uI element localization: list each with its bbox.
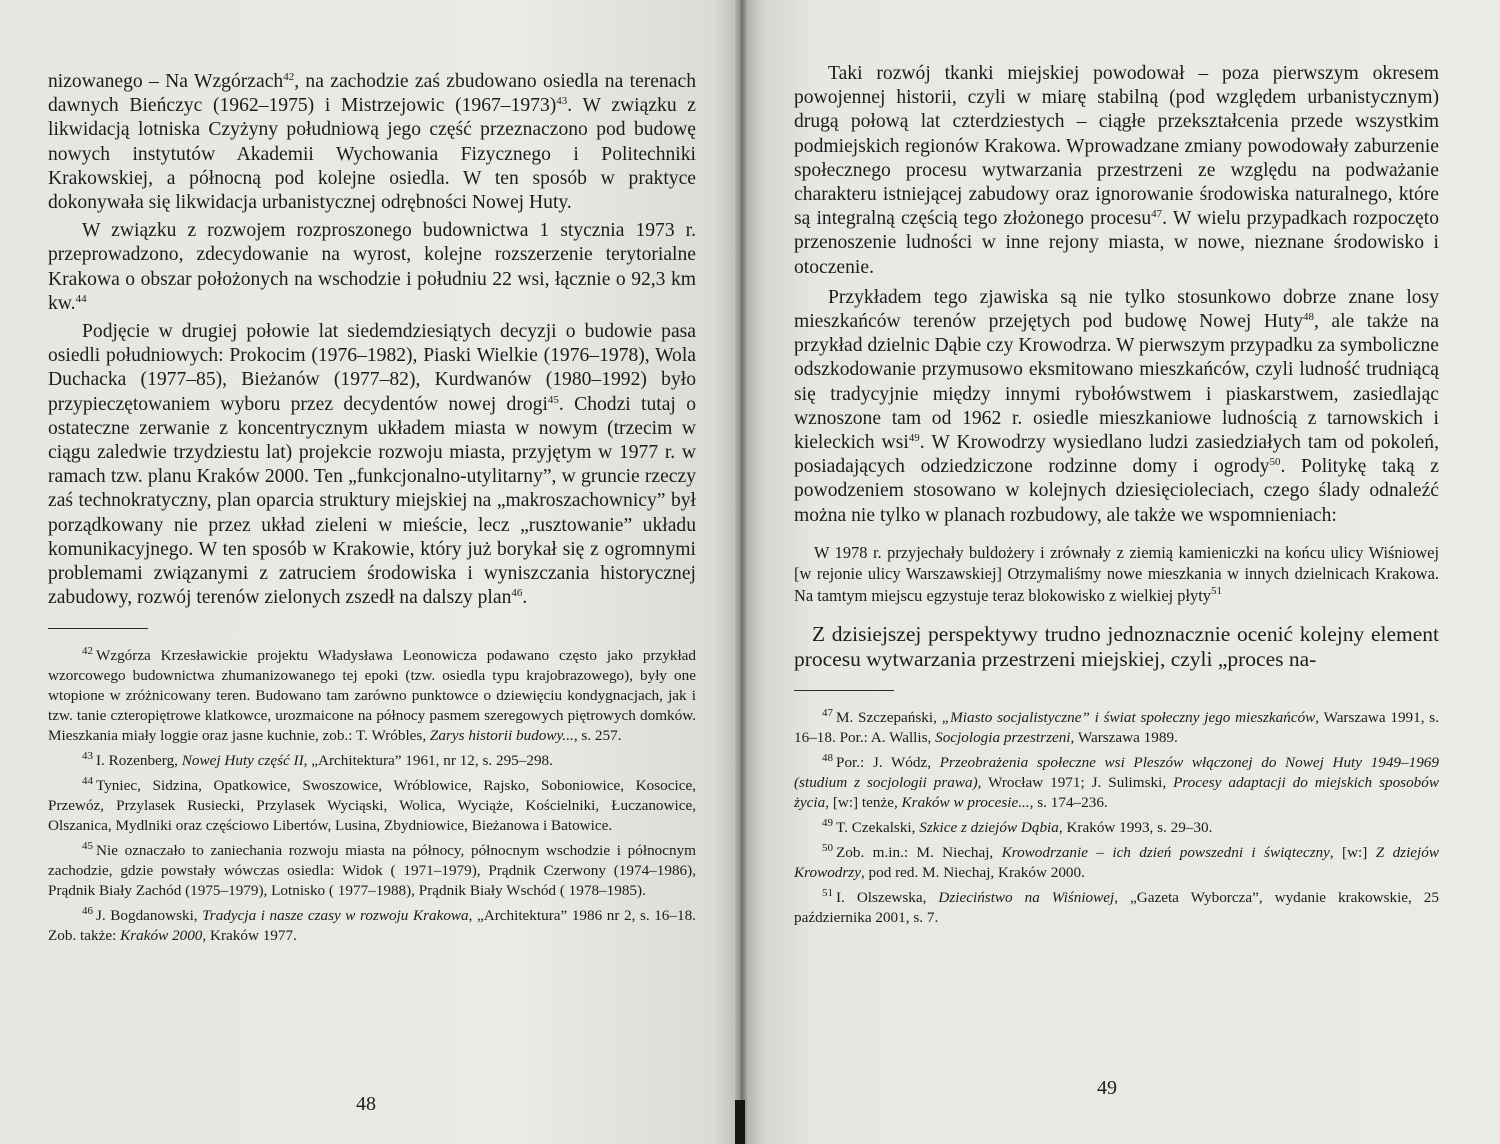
body-paragraph: Z dzisiejszej perspektywy trudno jednoznacznie ocenić kolejny element procesu wytwarzania przestrzeni miejskiej, czyli „proces na- <box>794 622 1439 672</box>
footnote-number: 50 <box>822 842 833 855</box>
page-number: 49 <box>1097 1077 1117 1099</box>
footnote-reference: 51 <box>1210 584 1222 597</box>
italic-title: Nowej Huty część II <box>181 752 304 770</box>
block-quote <box>794 542 1439 607</box>
body-paragraph: Taki rozwój tkanki miejskiej powodował – poza pierwszym okresem powojennej historii, czyli w miarę stabilną (pod względem urbanistycznym) drugą połową lat czterdziestych – ciągłe przekształcenia przede wszystkim podmiejskich regionów Krakowa. Wprowadzane zmiany powodowały zaburzenie społecznego procesu wytwarzania przestrzeni ze względu na podważanie charakteru istniejącej zabudowy oraz ignorowanie środowiska naturalnego, które są integralną częścią tego złożonego procesu$^{47}$. W wielu przypadkach rozpoczęto przenoszenie ludności w inne rejony miasta, w nowe, nieznane środowisko i otoczenie. <box>794 63 1439 278</box>
footnote-rule <box>794 690 894 691</box>
left-body <box>48 70 696 610</box>
book-gutter <box>735 0 747 1144</box>
italic-title: Z dziejów Krowodrzy <box>794 844 1439 882</box>
page-number: 48 <box>356 1093 376 1115</box>
body-paragraph: nizowanego – Na Wzgórzach$^{42}$, na zachodzie zaś zbudowano osiedla na terenach dawnych Bieńczyc (1962–1975) i Mistrzejowic (1967–1973)$^{43}$. W związku z likwidacją lotniska Czyżyny południową jego część przeznaczono pod budowę nowych instytutów Akademii Wychowania Fizycznego i Politechniki Krakowskiej, a północną pod kolejne osiedla. W ten sposób w praktyce dokonywała się likwidacja urbanistycznej odrębności Nowej Huty. <box>48 71 696 214</box>
footnote-number: 46 <box>82 905 93 918</box>
right-page <box>742 0 1500 1144</box>
footnote-number: 51 <box>822 887 833 900</box>
footnote-reference: 46 <box>511 587 523 600</box>
italic-title: „Miasto socjalistyczne” i świat społeczny jego mieszkańców <box>941 709 1316 727</box>
body-paragraph: W związku z rozwojem rozproszonego budownictwa 1 stycznia 1973 r. przeprowadzono, zdecydowanie na wyrost, kolejne rozszerzenie terytorialne Krakowa o obszar położonych na wschodzie i południu 22 wsi, łącznie o 92,3 km kw.$^{44}$ <box>48 220 696 314</box>
quote-text: W 1978 r. przyjechały buldożery i zrównały z ziemią kamieniczki na końcu ulicy Wiśniowej [w rejonie ulicy Warszawskiej] Otrzymaliśmy nowe mieszkania w innych dzielnicach Krakowa. Na tamtym miejscu egzystuje teraz blokowisko z wielkiej płyty$^{51}$ <box>794 542 1439 605</box>
italic-title: Tradycja i nasze czasy w rozwoju Krakowa <box>202 907 469 925</box>
footnote: $^{49}$ T. Czekalski, Szkice z dziejów Dąbia, Kraków 1993, s. 29–30. <box>822 817 1213 837</box>
footnote: $^{48}$ Por.: J. Wódz, Przeobrażenia społeczne wsi Pleszów włączonej do Nowej Huty 1949–1969 (studium z socjologii prawa), Wrocław 1971; J. Sulimski, Procesy adaptacji do miejskich sposobów życia, [w:] tenże, Kraków w procesie..., s. 174–236. <box>794 752 1439 812</box>
footnote-number: 49 <box>822 817 833 830</box>
italic-title: Szkice z dziejów Dąbia <box>919 819 1059 837</box>
gutter-shadow <box>735 1100 745 1144</box>
footnote-reference: 48 <box>1303 311 1315 324</box>
footnote-rule <box>48 628 148 629</box>
left-text-column <box>48 70 696 946</box>
footnote-reference: 47 <box>1151 208 1163 221</box>
footnote-number: 47 <box>822 707 833 720</box>
italic-title: Procesy adaptacji do miejskich sposobów życia <box>794 774 1439 812</box>
footnote: $^{46}$ J. Bogdanowski, Tradycja i nasze czasy w rozwoju Krakowa, „Architektura” 1986 nr 2, s. 16–18. Zob. także: Kraków 2000, Kraków 1977. <box>48 905 696 945</box>
footnote-number: 45 <box>82 840 93 853</box>
footnote-reference: 50 <box>1269 456 1281 469</box>
footnote-reference: 49 <box>908 432 920 445</box>
italic-title: Kraków w procesie... <box>901 794 1030 812</box>
left-footnotes <box>48 641 696 946</box>
footnote: $^{42}$ Wzgórza Krzesławickie projektu Władysława Leonowicza podawano często jako przykład wzorcowego budownictwa zhumanizowanego tej epoki (tzw. osiedla typu krajobrazowego), były one wtopione w zróżnicowany teren. Budowano tam zarówno punktowce o dziewięciu kondygnacjach, jak i tzw. tanie czteropiętrowe klatkowce, urozmaicone na północy pasmem szeregowych piętrowych domków. Mieszkania miały loggie oraz jasne kuchnie, zob.: T. Wróbles, Zarys historii budowy..., s. 257. <box>48 645 696 745</box>
footnote: $^{44}$ Tyniec, Sidzina, Opatkowice, Swoszowice, Wróblowice, Rajsko, Soboniowice, Kosocice, Przewóz, Przylasek Rusiecki, Przylasek Wyciąski, Wolica, Wyciąże, Kościelniki, Łuczanowice, Olszanica, Mydlniki oraz częściowo Libertów, Lusina, Zbydniowice, Bieżanowa i Batowice. <box>48 775 696 835</box>
right-footnotes <box>794 703 1439 928</box>
italic-title: Kraków 2000 <box>120 927 203 945</box>
footnote: $^{43}$ I. Rozenberg, Nowej Huty część II, „Architektura” 1961, nr 12, s. 295–298. <box>82 750 553 770</box>
footnote-number: 48 <box>822 752 833 765</box>
right-body <box>794 62 1439 528</box>
closing-paragraph <box>794 622 1439 672</box>
italic-title: Przeobrażenia społeczne wsi Pleszów włączonej do Nowej Huty 1949–1969 (studium z socjologii prawa) <box>794 754 1439 792</box>
italic-title: Dzieciństwo na Wiśniowej <box>938 889 1115 907</box>
right-text-column <box>794 62 1439 928</box>
footnote: $^{51}$ I. Olszewska, Dzieciństwo na Wiśniowej, „Gazeta Wyborcza”, wydanie krakowskie, 25 października 2001, s. 7. <box>794 887 1439 927</box>
footnote-reference: 43 <box>556 95 568 108</box>
footnote-number: 44 <box>82 775 93 788</box>
footnote-number: 42 <box>82 645 93 658</box>
footnote-reference: 45 <box>547 393 559 406</box>
footnote: $^{50}$ Zob. m.in.: M. Niechaj, Krowodrzanie – ich dzień powszedni i świąteczny, [w:] Z dziejów Krowodrzy, pod red. M. Niechaj, Kraków 2000. <box>794 842 1439 882</box>
body-paragraph: Podjęcie w drugiej połowie lat siedemdziesiątych decyzji o budowie pasa osiedli południowych: Prokocim (1976–1982), Piaski Wielkie (1976–1978), Wola Duchacka (1977–85), Bieżanów (1977–82), Kurdwanów (1980–1992) było przypieczętowaniem wyboru przez decydentów nowej drogi$^{45}$. Chodzi tutaj o ostateczne zerwanie z koncentrycznym układem miasta w nowym (trzecim w ciągu zaledwie trzydziestu lat) projekcie rozwoju miasta, przyjętym w 1977 r. w ramach tzw. planu Kraków 2000. Ten „funkcjonalno-utylitarny”, w gruncie rzeczy zaś technokratyczny, plan oparcia struktury miejskiej na „makroszachownicy” był porządkowany nie przez układ zieleni w mieście, lecz „rusztowanie” układu komunikacyjnego. W ten sposób w Krakowie, który już borykał się z ogromnymi problemami związanymi z zatruciem środowiska i wyniszczania historycznej zabudowy, rozwój terenów zielonych zszedł na dalszy plan$^{46}$. <box>48 321 696 609</box>
footnote-reference: 42 <box>283 71 295 83</box>
body-paragraph: Przykładem tego zjawiska są nie tylko stosunkowo dobrze znane losy mieszkańców terenów przejętych pod budowę Nowej Huty$^{48}$, ale także na przykład dzielnic Dąbie czy Krowodrza. W pierwszym przypadku za symboliczne odszkodowanie przymusowo eksmitowano mieszkańców, czyli ludność trudniącą się tradycyjnie między innymi rybołówstwem i piaskarstwem, zasiedlając wznoszone tam od 1962 r. osiedle mieszkaniowe ludnością z tarnowskich i kieleckich wsi$^{49}$. W Krowodrzy wysiedlano ludzi zasiedziałych tam od pokoleń, posiadających odziedziczone rodzinne domy i ogrody$^{50}$. Politykę taką z powodzeniem stosowano w kolejnych dziesięcioleciach, czego ślady odnaleźć można nie tylko w planach rozbudowy, ale także we wspomnieniach: <box>794 286 1439 526</box>
footnote-number: 43 <box>82 750 93 763</box>
italic-title: Socjologia przestrzeni <box>935 729 1071 747</box>
footnote: $^{45}$ Nie oznaczało to zaniechania rozwoju miasta na północy, północnym wschodzie i północnym zachodzie, gdzie powstały wówczas osiedla: Widok ( 1971–1979), Prądnik Czerwony (1974–1986), Prądnik Biały Zachód (1975–1979), Lotnisko ( 1977–1988), Prądnik Biały Wschód ( 1978–1985). <box>48 840 696 900</box>
footnote: $^{47}$ M. Szczepański, „Miasto socjalistyczne” i świat społeczny jego mieszkańców, Warszawa 1991, s. 16–18. Por.: A. Wallis, Socjologia przestrzeni, Warszawa 1989. <box>794 707 1439 747</box>
left-page <box>0 0 742 1144</box>
italic-title: Krowodrzanie – ich dzień powszedni i świąteczny <box>1001 844 1330 862</box>
footnote-reference: 44 <box>75 292 87 305</box>
italic-title: Zarys historii budowy... <box>429 727 574 745</box>
